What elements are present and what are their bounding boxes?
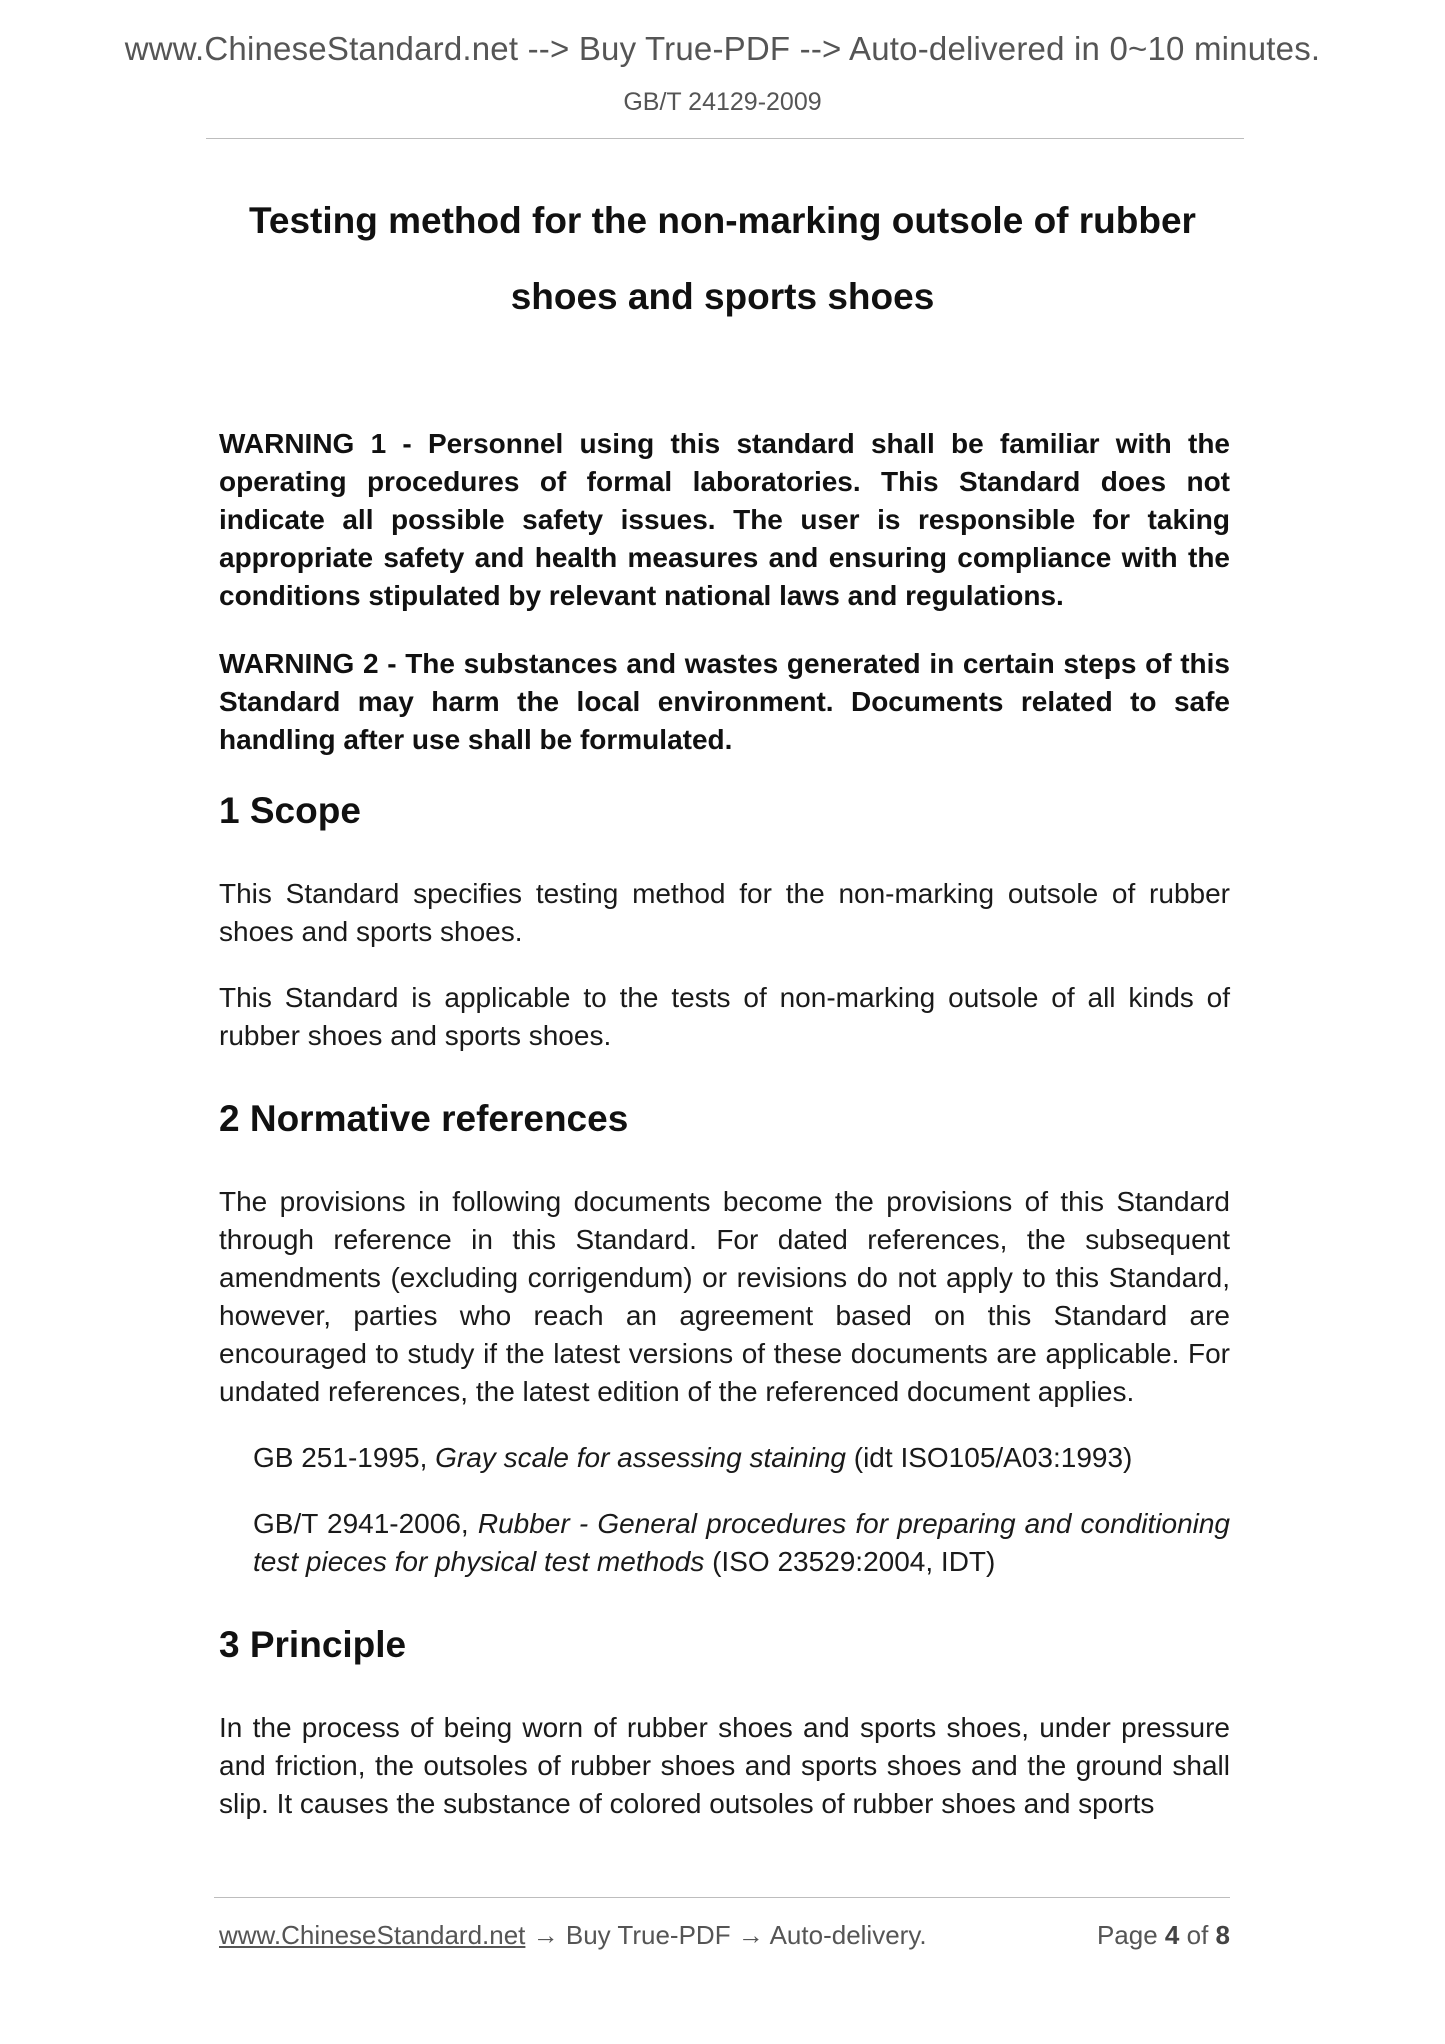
standard-code: GB/T 24129-2009 <box>623 88 822 116</box>
page-number <box>1097 1920 1230 1951</box>
scope-paragraph-1: This Standard specifies testing method for the non-marking outsole of rubber shoes and sports shoes. <box>219 878 1230 947</box>
reference-suffix: (ISO 23529:2004, IDT) <box>712 1546 996 1577</box>
top-banner: www.ChineseStandard.net --> Buy True-PDF --> Auto-delivered in 0~10 minutes. <box>124 30 1321 67</box>
document-body <box>219 425 1230 1851</box>
reference-code: GB 251-1995, <box>253 1442 428 1473</box>
scope-paragraph-2: This Standard is applicable to the tests of non-marking outsole of all kinds of rubber shoes and sports shoes. <box>219 982 1230 1051</box>
document-title <box>180 183 1265 335</box>
normative-paragraph: The provisions in following documents become the provisions of this Standard through reference in this Standard. For dated references, the subsequent amendments (excluding corrigendum) or revisions do not apply to this Standard, however, parties who reach an agreement based on this Standard are encouraged to study if the latest versions of these documents are applicable. For undated references, the latest edition of the referenced document applies. <box>219 1186 1230 1407</box>
footer-tagline: → Buy True-PDF → Auto-delivery. <box>532 1920 927 1950</box>
title-line-2: shoes and sports shoes <box>510 276 935 317</box>
title-line-1: Testing method for the non-marking outsole of rubber <box>249 200 1196 241</box>
section-heading-normative-references: 2 Normative references <box>219 1098 629 1139</box>
reference-code: GB/T 2941-2006, <box>253 1508 469 1539</box>
page-word: Page <box>1096 1920 1158 1950</box>
page-of: of <box>1186 1920 1209 1950</box>
reference-item <box>253 1505 1230 1581</box>
warning-1: WARNING 1 - Personnel using this standard shall be familiar with the operating procedures of formal laboratories. This Standard does not indicate all possible safety issues. The user is responsible for taking appropriate safety and health measures and ensuring compliance with the conditions stipulated by relevant national laws and regulations. <box>219 428 1230 611</box>
page-total: 8 <box>1215 1920 1230 1950</box>
reference-suffix: (idt ISO105/A03:1993) <box>853 1442 1133 1473</box>
principle-paragraph: In the process of being worn of rubber shoes and sports shoes, under pressure and friction, the outsoles of rubber shoes and sports shoes and the ground shall slip. It causes the substance of colored outsoles of rubber shoes and sports <box>219 1712 1230 1819</box>
page-current: 4 <box>1164 1920 1180 1950</box>
warning-2: WARNING 2 - The substances and wastes generated in certain steps of this Standard may harm the local environment. Documents related to safe handling after use shall be formulated. <box>219 648 1230 755</box>
reference-title: Gray scale for assessing staining <box>435 1442 846 1473</box>
reference-title: Rubber - General procedures for preparing and conditioning test pieces for physical test methods <box>253 1508 1231 1577</box>
reference-item <box>253 1439 1230 1477</box>
footer-left <box>219 1920 927 1951</box>
section-heading-scope: 1 Scope <box>219 790 361 831</box>
header-divider <box>206 138 1244 139</box>
section-heading-principle: 3 Principle <box>219 1624 407 1665</box>
footer-site-link[interactable]: www.ChineseStandard.net <box>219 1920 526 1950</box>
footer-divider <box>214 1897 1230 1898</box>
